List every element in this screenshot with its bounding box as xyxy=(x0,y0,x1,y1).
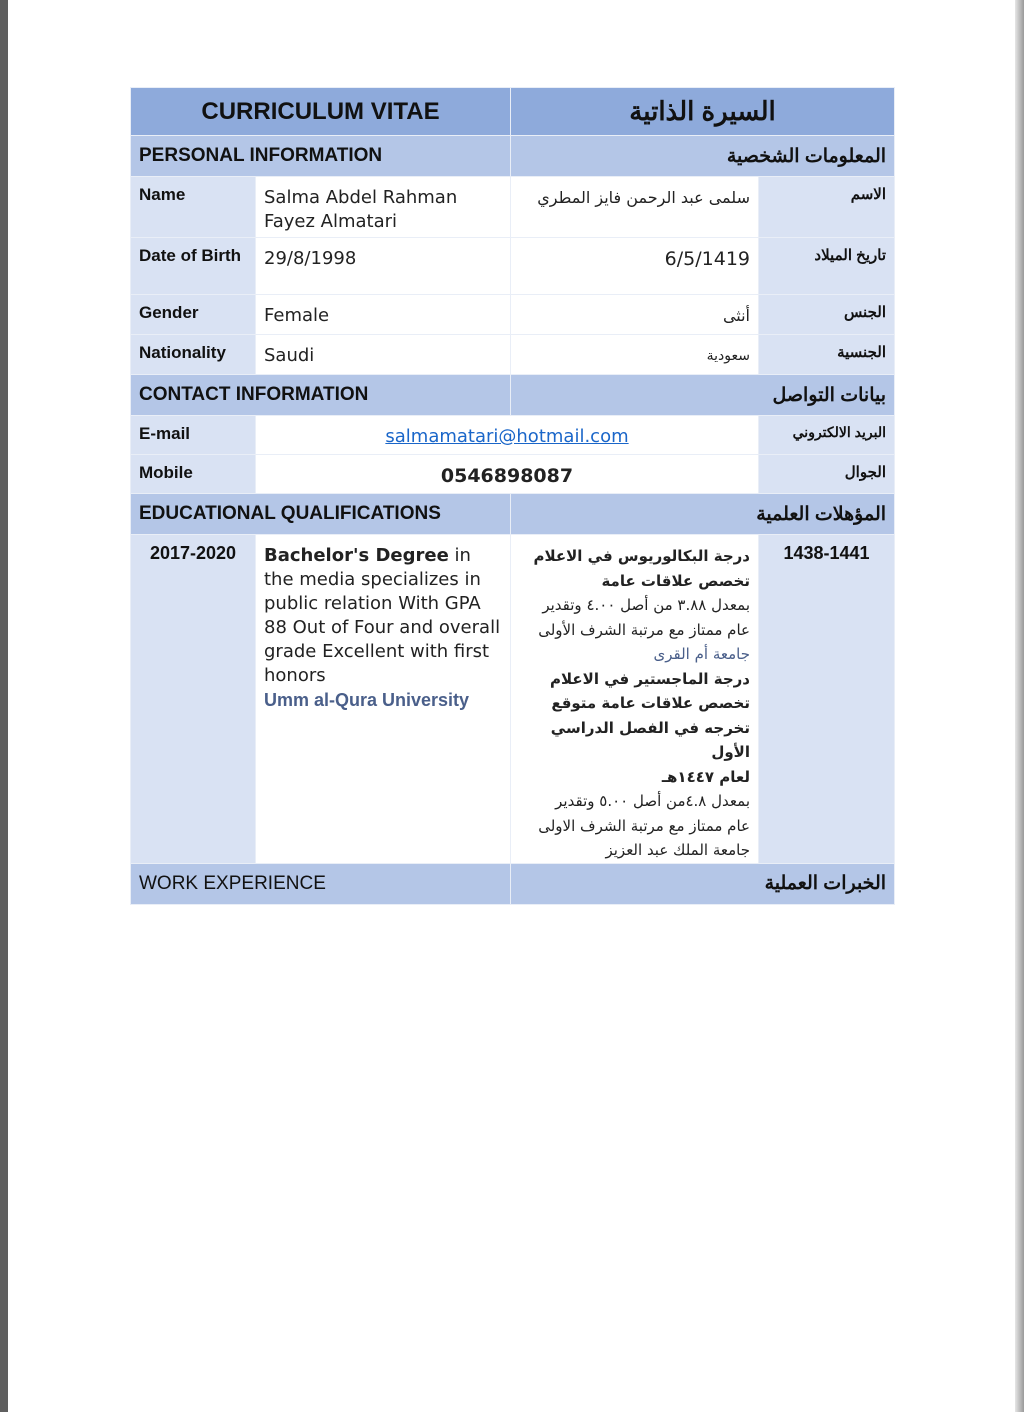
edu-ar-line: عام ممتاز مع مرتبة الشرف الاولى xyxy=(538,816,750,835)
edu-ar-line: درجة الماجستير في الاعلام xyxy=(550,669,750,688)
cv-table xyxy=(130,87,895,905)
mobile-value: 0546898087 xyxy=(256,455,759,494)
personal-header-en: PERSONAL INFORMATION xyxy=(131,136,511,177)
education-header-ar: المؤهلات العلمية xyxy=(511,494,895,535)
edu-ar-line: عام ممتاز مع مرتبة الشرف الأولى xyxy=(538,620,750,639)
name-row xyxy=(131,177,895,238)
degree-title: Bachelor's Degree xyxy=(264,545,449,566)
email-label: E-mail xyxy=(131,416,256,455)
name-label-ar: الاسم xyxy=(759,177,895,238)
work-header-ar: الخبرات العملية xyxy=(511,863,895,904)
nationality-value-ar: سعودية xyxy=(511,335,759,375)
nationality-row xyxy=(131,335,895,375)
title-ar: السيرة الذاتية xyxy=(511,88,895,136)
edu-details-en xyxy=(256,535,511,864)
name-value-en: Salma Abdel Rahman Fayez Almatari xyxy=(256,177,511,238)
mobile-label-ar: الجوال xyxy=(759,455,895,494)
edu-ar-line: تخصص علاقات عامة xyxy=(601,571,750,590)
email-label-ar: البريد الالكتروني xyxy=(759,416,895,455)
edu-ar-line: لعام ١٤٤٧هـ xyxy=(661,767,750,786)
dob-value-en: 29/8/1998 xyxy=(256,238,511,295)
gender-value-ar: أنثى xyxy=(511,295,759,335)
edu-ar-line: بمعدل ٣.٨٨ من أصل ٤.٠٠ وتقدير xyxy=(542,596,750,614)
degree-description: in the media specializes in public relation With GPA 88 Out of Four and overall grade Excellent with first honors xyxy=(264,545,501,686)
dob-label-ar: تاريخ الميلاد xyxy=(759,238,895,295)
name-label: Name xyxy=(131,177,256,238)
dob-label: Date of Birth xyxy=(131,238,256,295)
viewer-right-edge xyxy=(1015,0,1024,1412)
nationality-value-en: Saudi xyxy=(256,335,511,375)
name-value-ar: سلمى عبد الرحمن فايز المطري xyxy=(511,177,759,238)
gender-value-en: Female xyxy=(256,295,511,335)
edu-ar-line: تخرجه في الفصل الدراسي الأول xyxy=(550,718,750,761)
education-header-en: EDUCATIONAL QUALIFICATIONS xyxy=(131,494,511,535)
edu-ar-line: تخصص علاقات عامة متوقع xyxy=(551,694,750,712)
dob-value-ar: 6/5/1419 xyxy=(511,238,759,295)
gender-label: Gender xyxy=(131,295,256,335)
education-row xyxy=(131,535,895,864)
personal-header-row xyxy=(131,136,895,177)
edu-details-ar xyxy=(511,535,759,864)
contact-header-row xyxy=(131,375,895,416)
nationality-label-ar: الجنسية xyxy=(759,335,895,375)
email-link[interactable]: salmamatari@hotmail.com xyxy=(385,426,629,447)
gender-label-ar: الجنس xyxy=(759,295,895,335)
edu-ar-line: جامعة الملك عبد العزيز xyxy=(605,841,750,859)
education-header-row xyxy=(131,494,895,535)
personal-header-ar: المعلومات الشخصية xyxy=(511,136,895,177)
edu-years-ar: 1438-1441 xyxy=(759,535,895,864)
nationality-label: Nationality xyxy=(131,335,256,375)
title-row xyxy=(131,88,895,136)
edu-years-en: 2017-2020 xyxy=(131,535,256,864)
edu-ar-line: بمعدل ٤.٨من أصل ٥.٠٠ وتقدير xyxy=(555,792,750,810)
mobile-row xyxy=(131,455,895,494)
gender-row xyxy=(131,295,895,335)
work-header-row xyxy=(131,863,895,904)
edu-ar-line: درجة البكالوريوس في الاعلام xyxy=(533,547,750,565)
mobile-label: Mobile xyxy=(131,455,256,494)
contact-header-ar: بيانات التواصل xyxy=(511,375,895,416)
dob-row xyxy=(131,238,895,295)
contact-header-en: CONTACT INFORMATION xyxy=(131,375,511,416)
viewer-left-edge xyxy=(0,0,8,1412)
email-row xyxy=(131,416,895,455)
edu-ar-line: جامعة أم القرى xyxy=(653,645,750,663)
university-en: Umm al-Qura University xyxy=(264,690,470,710)
work-header-en: WORK EXPERIENCE xyxy=(131,863,511,904)
title-en: CURRICULUM VITAE xyxy=(131,88,511,136)
